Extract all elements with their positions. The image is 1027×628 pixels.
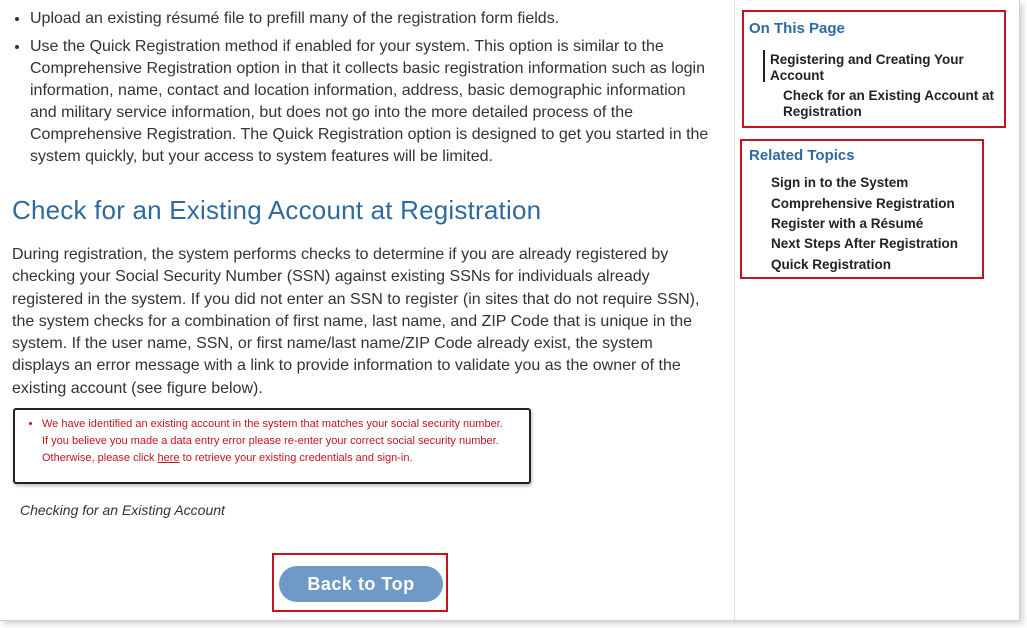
error-message	[42, 416, 529, 467]
toc-link-registering-line2: Account	[770, 68, 824, 83]
sidebar-divider	[734, 0, 735, 620]
bullet-item: • Use the Quick Registration method if enabled for your system. This option is similar to the Comprehensive Registration option in that it collects basic registration information such as login information, name, contact and location information, address, basic demographic information and military service information, but does not go into the more detailed process of the Comprehensive Registration. The Quick Registration option is designed to get you started in the system quickly, but your access to system features will be limited.	[30, 36, 716, 168]
section-paragraph: During registration, the system performs checks to determine if you are already registered by checking your Social Security Number (SSN) against existing SSNs for individuals already registered in the system. If you did not enter an SSN to register (in sites that do not require SSN), the system checks for a combination of first name, last name, and ZIP Code that is unique in the system. If the user name, SSN, or first name/last name/ZIP Code already exist, the system displays an error message with a link to provide information to validate you as the owner of the existing account (see figure below).	[12, 246, 700, 397]
main-content	[12, 0, 716, 397]
current-section-indicator	[763, 50, 765, 82]
error-line-1: We have identified an existing account in the system that matches your social security number.	[42, 418, 503, 430]
related-link-quick[interactable]: Quick Registration	[771, 257, 892, 272]
toc-link-check-existing-line1: Check for an Existing Account at	[783, 88, 995, 103]
toc-link-check-existing[interactable]	[783, 88, 994, 120]
here-link[interactable]: here	[157, 452, 180, 464]
bullet-item: • Upload an existing résumé file to prefill many of the registration form fields.	[30, 8, 716, 30]
related-topics-title: Related Topics	[749, 147, 855, 164]
toc-link-registering[interactable]	[770, 52, 964, 84]
error-line-3-suffix: to retrieve your existing credentials and sign-in.	[179, 452, 413, 464]
related-link-resume[interactable]: Register with a Résumé	[771, 216, 924, 231]
toc-link-check-existing-line2: Registration	[783, 104, 862, 119]
on-this-page-panel	[742, 10, 1006, 128]
related-link-next-steps[interactable]: Next Steps After Registration	[771, 236, 959, 251]
related-topics-panel	[740, 139, 984, 279]
error-message-figure	[13, 408, 531, 484]
related-link-comprehensive[interactable]: Comprehensive Registration	[771, 196, 955, 211]
error-list	[15, 410, 529, 467]
figure-caption: Checking for an Existing Account	[20, 502, 225, 518]
section-heading: Check for an Existing Account at Registration	[12, 195, 542, 225]
bullet-list	[12, 8, 716, 168]
error-line-3-prefix: Otherwise, please click	[42, 452, 158, 464]
error-line-2: If you believe you made a data entry error please re-enter your correct social security number.	[42, 435, 499, 447]
toc-link-registering-line1: Registering and Creating Your	[770, 52, 964, 67]
back-to-top-button[interactable]: Back to Top	[279, 566, 443, 602]
on-this-page-title: On This Page	[749, 20, 845, 37]
related-link-sign-in[interactable]: Sign in to the System	[771, 175, 909, 190]
